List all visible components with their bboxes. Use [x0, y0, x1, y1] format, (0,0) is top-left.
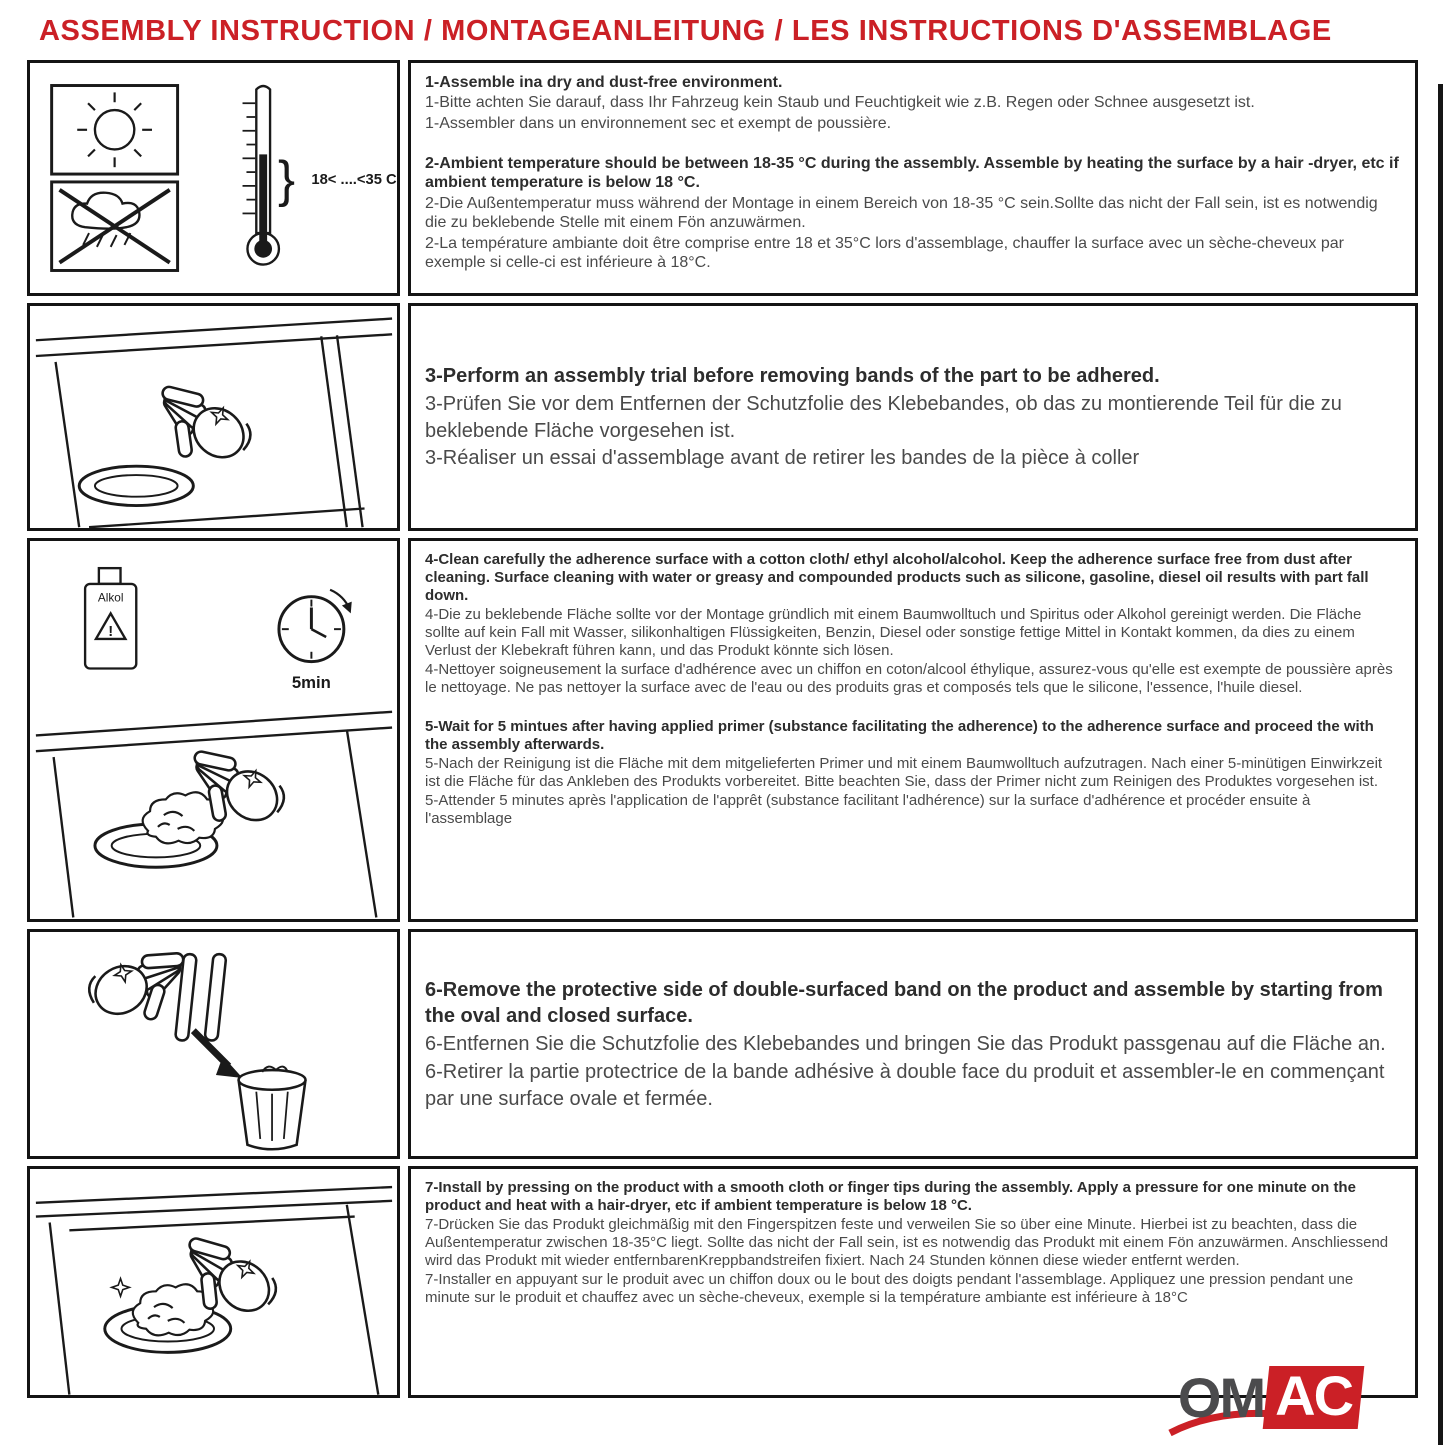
textbox-assembly-trial: [408, 303, 1418, 531]
step-6-de: 6-Entfernen Sie die Schutzfolie des Klebebandes und bringen Sie das Produkt passgenau auf die Fläche an.: [425, 1033, 1386, 1056]
step-7-de: 7-Drücken Sie das Produkt gleichmäßig mit den Fingerspitzen feste und verweilen Sie so über eine Minute. Hierbei ist zu beachten, dass die Außentemperatur zwischen 18-35°C liegt. Sollte das nicht der Fall sein, ist es notwendig das Produkt mit einem Fön anzuwärmen. Anschliessend wird das Produkt mit wieder entfernbarenKreppbandstreifen fixiert. Nach 24 Stunden können diese wieder entfernt werden.: [425, 1216, 1389, 1269]
brace-glyph: }: [277, 150, 296, 208]
step-4-fr: 4-Nettoyer soigneusement la surface d'adhérence avec un chiffon en coton/alcool éthylique, assurez-vous qu'elle est exempte de poussière après le nettoyage. Ne pas nettoyer la surface avec de l'eau ou des produits gras et composés tels que le silicone, l'essence, l'huile diesel.: [425, 661, 1393, 696]
clean-primer-svg: [30, 541, 397, 919]
oval-trim-part: [79, 466, 193, 505]
step-4-en: 4-Clean carefully the adherence surface with a cotton cloth/ ethyl alcohol/alcohol. Keep the adherence surface free from dust after cleaning. Surface cleaning with water or greasy and compounded products such as silicone, gasoline, diesel oil results with part fall down.: [425, 551, 1369, 604]
remove-band-svg: [30, 932, 397, 1156]
step-7: [425, 1179, 1399, 1308]
step-7-en: 7-Install by pressing on the product with a smooth cloth or finger tips during the assembly. Apply a pressure for one minute on the product and heat with a hair-dryer, etc if ambient temperature is below 18 °C.: [425, 1179, 1356, 1214]
step-1-en: 1-Assemble ina dry and dust-free environment.: [425, 74, 783, 91]
textbox-clean-primer: [408, 538, 1418, 922]
adhesive-strips-icon: [175, 954, 226, 1041]
no-rain-icon: [60, 190, 170, 263]
alcohol-bottle-icon: [85, 568, 136, 668]
step-6: [425, 977, 1399, 1114]
step-2-en: 2-Ambient temperature should be between 18-35 °C during the assembly. Assemble by heating the surface by a hair -dryer, etc if ambient temperature is below 18 °C.: [425, 155, 1399, 192]
page-edge-line: [1438, 84, 1443, 1445]
step-5-fr: 5-Attender 5 minutes après l'application de l'apprêt (substance facilitant l'adhérence) sur la surface d'adhérence et procéder ensuite à l'assemblage: [425, 792, 1311, 827]
sun-icon: [77, 92, 152, 167]
logo-text-om: OM: [1177, 1365, 1265, 1429]
section-clean-primer: [27, 538, 1418, 922]
textbox-press-heat: [408, 1166, 1418, 1398]
step-2-de: 2-Die Außentemperatur muss während der Montage in einem Bereich von 18-35 °C sein.Sollte das nicht der Fall sein, ist es notwendig die zu beklebende Stelle mit einem Fön anzuwärmen.: [425, 194, 1378, 232]
sparkle-icon: [112, 1279, 130, 1297]
step-7-fr: 7-Installer en appuyant sur le produit avec un chiffon doux ou le bout des doigts pendant l'assemblage. Appliquez une pression pendant une minute sur le produit et chauffez avec un sèche-cheveux, exemple si la température ambiante est inférieure à 18°C: [425, 1271, 1354, 1306]
textbox-environment: [408, 60, 1418, 296]
section-press-heat: [27, 1166, 1418, 1398]
omac-logo: [1178, 1366, 1361, 1429]
step-3: [425, 363, 1399, 473]
hand-icon: [140, 378, 260, 481]
step-4-de: 4-Die zu beklebende Fläche sollte vor der Montage gründlich mit einem Baumwolltuch und Spiritus oder Alkohol gereinigt werden. Die Fläche sollte auf kein Fall mit Wasser, silikonhaltigen Flüssigkeiten, Benzin, Diesel oder sonstige fettige Mittel in Kontakt kommen, da dies zu einem Verlust der Klebekraft führen kann, und das Produkt könnte sich lösen.: [425, 606, 1362, 659]
alcohol-label: Alkol: [97, 590, 124, 605]
step-6-en: 6-Remove the protective side of double-surfaced band on the product and assemble by starting from the oval and closed surface.: [425, 978, 1383, 1028]
press-heat-svg: [30, 1169, 397, 1395]
step-1-fr: 1-Assembler dans un environnement sec et exempt de poussière.: [425, 114, 892, 132]
temperature-range-label: 18< ....<35 C: [311, 171, 397, 188]
assembly-trial-svg: [30, 306, 397, 528]
illustration-press-heat: [27, 1166, 400, 1398]
step-2: [425, 154, 1399, 273]
illustration-remove-band: [27, 929, 400, 1159]
section-remove-band: [27, 929, 1418, 1159]
section-environment: [27, 60, 1418, 296]
step-1-de: 1-Bitte achten Sie darauf, dass Ihr Fahrzeug kein Staub und Feuchtigkeit wie z.B. Regen oder Schnee ausgesetzt ist.: [425, 94, 1255, 112]
textbox-remove-band: [408, 929, 1418, 1159]
illustration-environment: [27, 60, 400, 296]
trash-bin-icon: [239, 1067, 306, 1150]
clock-icon: [279, 590, 352, 662]
page-title: ASSEMBLY INSTRUCTION / MONTAGEANLEITUNG / LES INSTRUCTIONS D'ASSEMBLAGE: [39, 15, 1332, 47]
step-5-de: 5-Nach der Reinigung ist die Fläche mit dem mitgelieferten Primer und mit einem Baumwolltuch aufzutragen. Nach einer 5-minütigen Einwirkzeit ist die Fläche für das Ankleben des Produkts vorbereitet. Bitte beachten Sie, dass der Primer nicht zum Reinigen des Produktes vorgesehen ist.: [425, 755, 1383, 790]
step-6-fr: 6-Retirer la partie protectrice de la bande adhésive à double face du produit et assembler-le en commençant par une surface ovale et fermée.: [425, 1060, 1385, 1110]
step-3-fr: 3-Réaliser un essai d'assemblage avant de retirer les bandes de la pièce à coller: [425, 447, 1140, 470]
step-5: [425, 718, 1399, 829]
step-5-en: 5-Wait for 5 mintues after having applied primer (substance facilitating the adherence) to the adherence surface and proceed the with the assembly afterwards.: [425, 718, 1374, 753]
clock-duration-label: 5min: [291, 673, 331, 693]
cloth-icon: [133, 1284, 213, 1335]
step-2-fr: 2-La température ambiante doit être comprise entre 18 et 35°C lors d'assemblage, chauffer la surface avec un sèche-cheveux par exemple si celle-ci est inférieure à 18°C.: [425, 234, 1344, 271]
illustration-assembly-trial: [27, 303, 400, 531]
environment-illustration-svg: [30, 63, 397, 293]
step-1: [425, 73, 1399, 134]
step-3-de: 3-Prüfen Sie vor dem Entfernen der Schutzfolie des Klebebandes, ob das zu montierende Teil für die zu beklebende Fläche vorgesehen ist.: [425, 392, 1342, 442]
step-4: [425, 551, 1399, 698]
thermometer-mercury: [259, 154, 267, 248]
section-assembly-trial: [27, 303, 1418, 531]
warning-exclamation: !: [108, 624, 114, 641]
illustration-clean-primer: [27, 538, 400, 922]
step-3-en: 3-Perform an assembly trial before removing bands of the part to be adhered.: [425, 364, 1160, 387]
logo-text-ac: AC: [1263, 1366, 1365, 1429]
